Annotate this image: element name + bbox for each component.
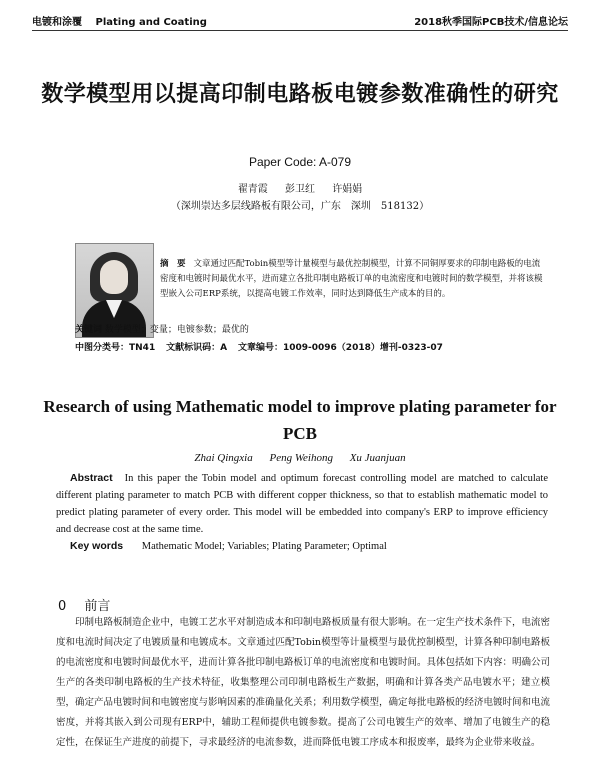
affiliation-cn: （深圳崇达多层线路板有限公司，广东 深圳 518132）	[170, 201, 430, 212]
section-title: 前言	[84, 599, 111, 614]
header-conference: 2018秋季国际PCB技术/信息论坛	[414, 17, 568, 28]
body-paragraph: 印制电路板制造企业中，电镀工艺水平对制造成本和印制电路板质量有很大影响。在一定生产技术条件下，电流密度和电流时间决定了电镀质量和电镀成本。文章通过匹配Tobin模型等计量模型与最优控制模型，计算各种印制电路板的电流密度和电镀时间最优水平，进而计算各批印制电路板订单的电流密度和电镀时间。具体包括如下内容：明确公司生产的各类印制电路板的生产技术特征，收集整理公司印制电路板生产数据，明确和计算各类产品电镀水平；建立模型，确定产品电镀时间和电镀密度与影响因素的准确量化关系；利用数学模型，确定每批电路板的经济电镀时间和电流密度，并将其嵌入到公司现有ERP中，辅助工程师提供电镀参数。提高了公司电镀生产的效率、增加了电镀生产的稳定性，在保证生产进度的前提下，寻求最经济的电流参数，进而降低电镀工序成本和报废率，最终为企业带来收益。	[56, 617, 551, 748]
doc-code-label: 文献标识码：	[166, 343, 221, 353]
header-section-en: Plating and Coating	[95, 17, 207, 28]
title-cn: 数学模型用以提高印制电路板电镀参数准确性的研究	[41, 82, 559, 107]
abstract-cn	[160, 257, 545, 302]
keywords-en	[70, 540, 387, 552]
authors-cn	[0, 180, 600, 195]
paper-code: Paper Code: A-079	[248, 155, 352, 169]
author-cn: 翟青霞	[237, 184, 268, 195]
doc-code-value: A	[220, 343, 228, 353]
header-section	[32, 13, 207, 28]
keywords-cn-label: 关键词	[75, 325, 103, 335]
section-heading	[58, 595, 110, 614]
abstract-en-text: In this paper the Tobin model and optimum forecast controlling model are matched to calculate different plating parameter to match PCB with different copper thickness, so that to establish mathematic model to predict plating parameter of every order. This model will be embedded into company's ERP to improve efficiency and decrease cost at the same time.	[56, 473, 548, 535]
clc-label: 中图分类号：	[75, 343, 130, 353]
author-cn: 彭卫红	[285, 184, 315, 195]
abstract-cn-text: 文章通过匹配Tobin模型等计量模型与最优控制模型，计算不同铜厚要求的印制电路板的电流密度和电镀时间最优水平，进而建立各批印制电路板订单的电流密度和电镀时间的数学模型，并将该模型嵌入公司ERP系统，以提高电镀工作效率，同时达到降低生产成本的目的。	[160, 259, 543, 299]
clc-value: TN41	[129, 343, 156, 353]
section-number: 0	[58, 599, 67, 614]
author-cn: 许娟娟	[332, 184, 363, 195]
keywords-cn	[75, 322, 249, 335]
authors-en	[0, 452, 600, 464]
title-en: Research of using Mathematic model to improve plating parameter for PCB	[43, 397, 557, 443]
author-en: Zhai Qingxia	[194, 452, 253, 464]
keywords-en-text: Mathematic Model; Variables; Plating Parameter; Optimal	[141, 541, 387, 552]
article-no-value: 1009-0096（2018）增刊-0323-07	[282, 343, 443, 353]
abstract-en	[56, 470, 548, 538]
header-section-cn: 电镀和涂覆	[32, 17, 82, 28]
classification-line	[75, 340, 443, 353]
keywords-en-label: Key words	[70, 540, 124, 552]
abstract-en-label: Abstract	[70, 472, 113, 484]
abstract-cn-label: 摘 要	[160, 259, 186, 269]
keywords-cn-text: 数学模型；变量；电镀参数；最优的	[104, 325, 249, 335]
author-en: Peng Weihong	[269, 452, 333, 464]
article-no-label: 文章编号：	[237, 343, 283, 353]
running-header	[32, 10, 568, 31]
author-en: Xu Juanjuan	[349, 452, 406, 464]
